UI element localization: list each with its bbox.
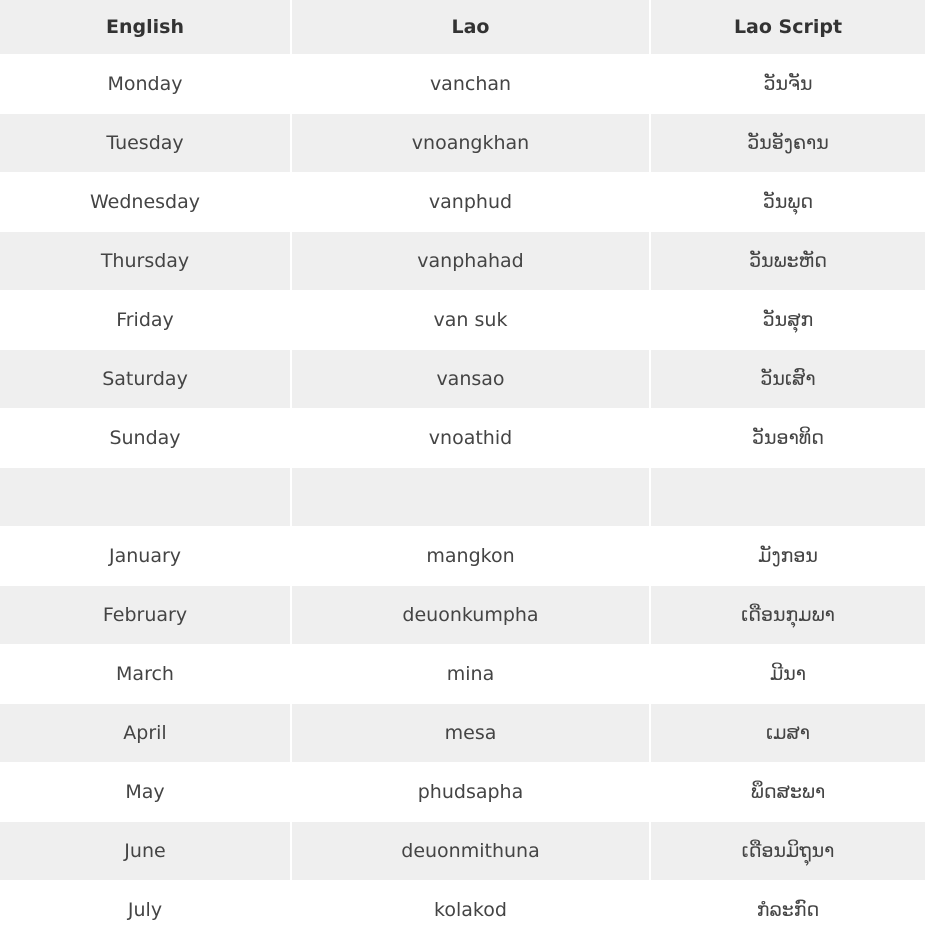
cell-lao: mesa	[291, 704, 650, 763]
cell-lao-script: ພຶດສະພາ	[650, 763, 925, 822]
cell-lao-script: ກໍລະກົດ	[650, 881, 925, 939]
table-row	[0, 704, 925, 763]
cell-english: July	[0, 881, 291, 939]
cell-lao-script	[650, 468, 925, 527]
cell-lao: mangkon	[291, 527, 650, 586]
table-row	[0, 114, 925, 173]
cell-lao-script: ວັນຈັນ	[650, 55, 925, 114]
cell-lao-script: ມີນາ	[650, 645, 925, 704]
cell-lao: vansao	[291, 350, 650, 409]
table-row	[0, 291, 925, 350]
table-row	[0, 232, 925, 291]
cell-lao-script: ວັນເສົາ	[650, 350, 925, 409]
cell-english: Sunday	[0, 409, 291, 468]
cell-lao: phudsapha	[291, 763, 650, 822]
cell-lao: deuonmithuna	[291, 822, 650, 881]
table-row	[0, 409, 925, 468]
cell-lao-script: ວັນສຸກ	[650, 291, 925, 350]
cell-lao-script: ວັນພະຫັດ	[650, 232, 925, 291]
cell-english: Monday	[0, 55, 291, 114]
cell-english: January	[0, 527, 291, 586]
cell-lao-script: ເດືອນມິຖຸນາ	[650, 822, 925, 881]
table-header	[0, 0, 925, 55]
table-row	[0, 527, 925, 586]
cell-english: Tuesday	[0, 114, 291, 173]
cell-lao: vanchan	[291, 55, 650, 114]
header-lao-script: Lao Script	[650, 0, 925, 55]
table-row	[0, 350, 925, 409]
cell-lao-script: ວັນພຸດ	[650, 173, 925, 232]
cell-english: March	[0, 645, 291, 704]
table-row	[0, 645, 925, 704]
cell-english: February	[0, 586, 291, 645]
table-row	[0, 173, 925, 232]
cell-lao	[291, 468, 650, 527]
cell-english: Saturday	[0, 350, 291, 409]
cell-lao-script: ເມສາ	[650, 704, 925, 763]
cell-lao: kolakod	[291, 881, 650, 939]
cell-english	[0, 468, 291, 527]
cell-english: Wednesday	[0, 173, 291, 232]
cell-lao-script: ວັນອັງຄານ	[650, 114, 925, 173]
header-english: English	[0, 0, 291, 55]
table-row-spacer	[0, 468, 925, 527]
cell-english: April	[0, 704, 291, 763]
cell-english: Thursday	[0, 232, 291, 291]
cell-english: May	[0, 763, 291, 822]
cell-lao-script: ວັນອາທິດ	[650, 409, 925, 468]
cell-english: Friday	[0, 291, 291, 350]
cell-lao: vanphud	[291, 173, 650, 232]
table-row	[0, 822, 925, 881]
table-row	[0, 586, 925, 645]
cell-english: June	[0, 822, 291, 881]
header-lao: Lao	[291, 0, 650, 55]
cell-lao: mina	[291, 645, 650, 704]
cell-lao: vnoangkhan	[291, 114, 650, 173]
cell-lao: van suk	[291, 291, 650, 350]
table-body	[0, 55, 925, 939]
cell-lao-script: ເດືອນກຸມພາ	[650, 586, 925, 645]
cell-lao-script: ມັງກອນ	[650, 527, 925, 586]
table-row	[0, 55, 925, 114]
cell-lao: vanphahad	[291, 232, 650, 291]
header-row	[0, 0, 925, 55]
cell-lao: vnoathid	[291, 409, 650, 468]
table-row	[0, 763, 925, 822]
table-row	[0, 881, 925, 939]
cell-lao: deuonkumpha	[291, 586, 650, 645]
